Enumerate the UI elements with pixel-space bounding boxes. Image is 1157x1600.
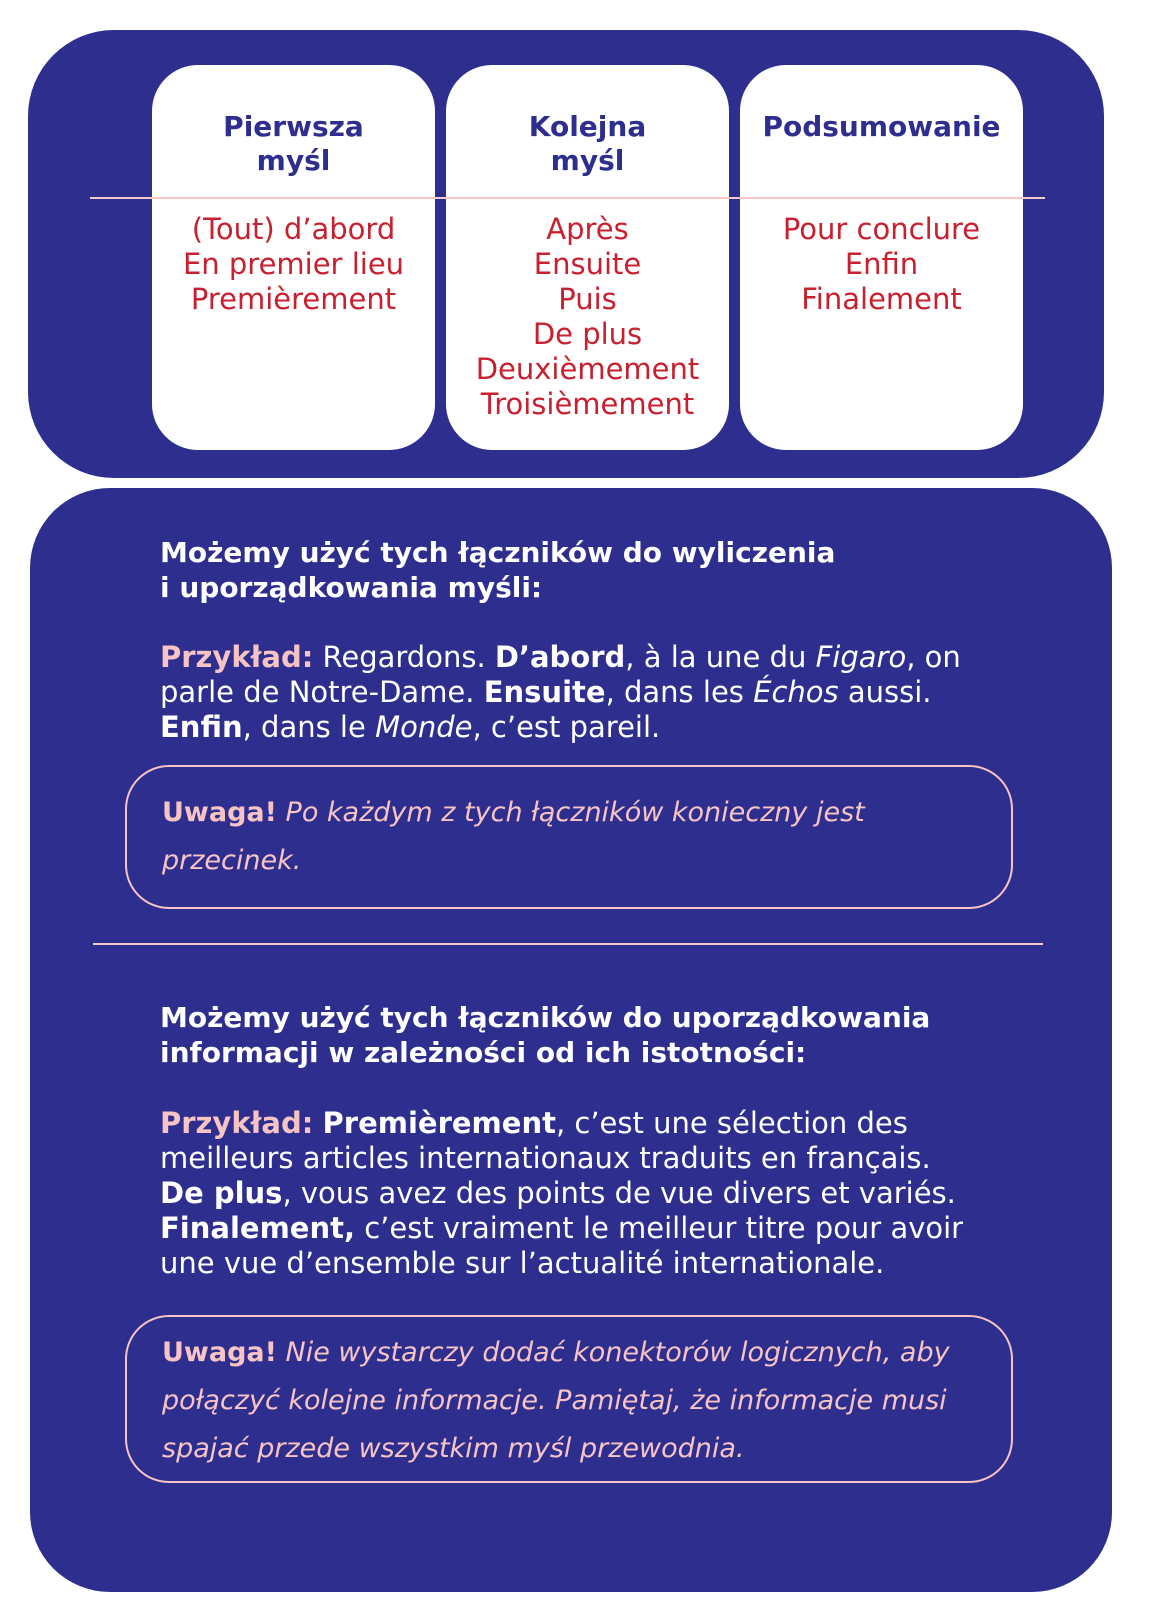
note-box-comma [125, 765, 1013, 909]
connector-item: Ensuite [533, 247, 642, 281]
example-line [160, 1106, 1060, 1141]
example-line [160, 1176, 1060, 1211]
section2-heading [160, 1000, 1040, 1070]
connector-item: De plus [532, 317, 643, 351]
connector-bold: Premièrement [322, 1106, 556, 1140]
note-label: Uwaga! [162, 1337, 277, 1368]
heading-line: informacji w zależności od ich istotności: [160, 1036, 807, 1069]
example-line: meilleurs articles internationaux traduits en français. [160, 1141, 931, 1175]
text: c’est vraiment le meilleur titre pour avoir [355, 1211, 964, 1245]
note-line: przecinek. [162, 845, 302, 876]
section1-heading [160, 535, 1040, 605]
table-header-divider [90, 197, 1045, 199]
note-line: spajać przede wszystkim myśl przewodnia. [162, 1433, 745, 1464]
text: , c’est pareil. [472, 710, 661, 744]
column-items [152, 212, 435, 317]
connector-item: Pour conclure [782, 212, 981, 246]
connector-item: (Tout) d’abord [191, 212, 396, 246]
example-line [160, 710, 1060, 745]
example-line [160, 675, 1060, 710]
note-line: Po każdym z tych łączników konieczny jest [276, 797, 865, 828]
connector-item: Deuxièmement [475, 352, 700, 386]
section1-example [160, 640, 1060, 745]
column-items [740, 212, 1023, 317]
text: parle de Notre-Dame. [160, 675, 484, 709]
text: , on [906, 640, 961, 674]
connector-bold: Finalement, [160, 1211, 355, 1245]
column-title: Podsumowanie [762, 110, 1001, 143]
note-label: Uwaga! [162, 797, 277, 828]
column-card-next-thought [446, 65, 729, 450]
example-label: Przykład: [160, 1106, 314, 1140]
example-line [160, 640, 1060, 675]
column-items [446, 212, 729, 422]
connector-item: Après [546, 212, 629, 246]
heading-line: i uporządkowania myśli: [160, 571, 543, 604]
note-text [162, 1329, 993, 1473]
text: aussi. [838, 675, 932, 709]
column-title: Kolejna myśl [528, 110, 647, 177]
heading-line: Możemy użyć tych łączników do wyliczenia [160, 536, 836, 569]
note-box-main-idea [125, 1315, 1013, 1483]
note-line: Nie wystarczy dodać konektorów logicznych, aby [276, 1337, 950, 1368]
heading-line: Możemy użyć tych łączników do uporządkowania [160, 1001, 931, 1034]
column-title: Pierwsza myśl [223, 110, 364, 177]
connector-bold: De plus [160, 1176, 283, 1210]
text: , dans le [242, 710, 376, 744]
text: , c’est une sélection des [555, 1106, 908, 1140]
section2-example [160, 1106, 1060, 1281]
column-card-first-thought [152, 65, 435, 450]
connector-item: En premier lieu [182, 247, 405, 281]
text: , dans les [605, 675, 754, 709]
connector-bold: Enfin [160, 710, 243, 744]
title-italic: Échos [753, 675, 839, 709]
text: Regardons. [313, 640, 495, 674]
example-line [160, 1211, 1060, 1246]
connector-item: Finalement [801, 282, 962, 316]
text: , vous avez des points de vue divers et variés. [282, 1176, 956, 1210]
title-italic: Figaro [815, 640, 907, 674]
connector-item: Enfin [844, 247, 919, 281]
section-divider [93, 943, 1043, 945]
note-text [162, 789, 993, 885]
connector-item: Premièrement [190, 282, 397, 316]
connector-item: Troisièmement [480, 387, 695, 421]
example-line: une vue d’ensemble sur l’actualité internationale. [160, 1246, 885, 1280]
title-italic: Monde [375, 710, 473, 744]
example-label: Przykład: [160, 640, 314, 674]
column-card-summary [740, 65, 1023, 450]
connector-bold: D’abord [494, 640, 626, 674]
connector-item: Puis [558, 282, 617, 316]
connector-bold: Ensuite [483, 675, 606, 709]
text: , à la une du [625, 640, 816, 674]
note-line: połączyć kolejne informacje. Pamiętaj, że informacje musi [162, 1385, 947, 1416]
